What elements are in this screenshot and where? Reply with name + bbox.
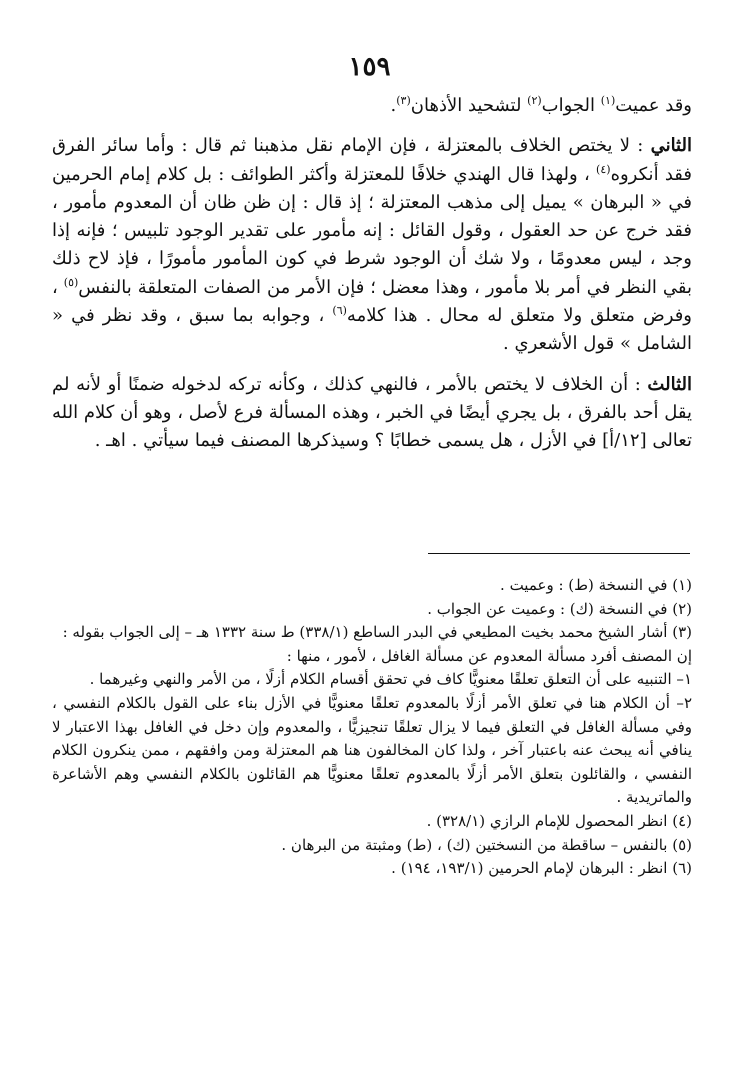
footnote: (٣) أشار الشيخ محمد بخيت المطيعي في البدر الساطع (٣٣٨/١) ط سنة ١٣٣٢ هـ – إلى الجواب بقوله : xyxy=(62,623,692,642)
footnote: (٦) انظر : البرهان لإمام الحرمين (١٩٣/١، ١٩٤) . xyxy=(391,859,692,878)
footnote: (١) في النسخة (ط) : وعميت . xyxy=(500,576,692,594)
footnote: (٢) في النسخة (ك) : وعميت عن الجواب . xyxy=(427,599,692,618)
footnote-ref: (٥) xyxy=(63,275,79,289)
footnote-continuation: ١– التنبيه على أن التعلق تعلقًا معنويًّا كاف في تحقق أقسام الكلام أزلًا ، من الأمر والنهي وغيرهما . xyxy=(89,670,692,689)
main-text xyxy=(52,92,692,456)
footnote: (٤) انظر المحصول للإمام الرازي (٣٢٨/١) . xyxy=(426,811,692,830)
paragraph-third xyxy=(52,371,692,456)
footnote-ref: (٢) xyxy=(527,94,542,107)
paragraph-body: : أن الخلاف لا يختص بالأمر ، فالنهي كذلك ، وكأنه تركه لدخوله ضمنًا أو لأنه لم يقل أحد بالفرق ، بل يجري أيضًا في الخبر ، وهذه المسألة فرع لأصل ، وهو أن كلام الله تعالى [١٢/أ] في الأزل ، هل يسمى خطابًا ؟ وسيذكرها المصنف فيما سيأتي . اهـ . xyxy=(52,373,692,452)
intro-line: وقد عميت$^{(١)}$ الجواب$^{(٢)}$ لتشحيد الأذهان$^{(٣)}$. xyxy=(390,94,692,116)
paragraph-label: الثالث xyxy=(647,373,692,395)
footnote-ref: (٤) xyxy=(596,162,611,176)
page-number: ١٥٩ xyxy=(348,52,391,82)
paragraph-second xyxy=(52,132,692,358)
footnote-continuation: ٢– أن الكلام هنا في تعلق الأمر أزلًا بالمعدوم تعلقًا معنويًّا في الأزل بناء على القول بالكلام النفسي ، وفي مسألة الغافل في التعلق فيما لا يزال تعلقًا تنجيزيًّا ، والمعدوم وإن دخل في الغافل بهذا الاعتبار لا ينافي أنه يبحث عنه باعتبار آخر ، ولذا كان المخالفون هنا هم المعتزلة ومن وافقهم ، ممن ينكرون الكلام النفسي ، والقائلون بتعلق الأمر أزلًا بالمعدوم تعلقًا معنويًّا هم القائلون بالكلام النفسي وهم الأشاعرة والماتريدية . xyxy=(52,693,692,807)
footnote-ref: (٣) xyxy=(396,94,411,107)
footnote: (٥) بالنفس – ساقطة من النسختين (ك) ، (ط) ومثبتة من البرهان . xyxy=(281,835,692,854)
footnote-ref: (٦) xyxy=(332,304,347,318)
paragraph-body: : لا يختص الخلاف بالمعتزلة ، فإن الإمام نقل مذهبنا ثم قال : وأما سائر الفرق فقد أنكروه$^{(٤)}$ ، ولهذا قال الهندي خلافًا للمعتزلة وأكثر الطوائف : بل كلام إمام الحرمين في « البرهان » يميل إلى مذهب المعتزلة ؛ إذ قال : إن ظن ظان أن المعدوم مأمور ، فقد خرج عن حد العقول ، وقول القائل : إنه مأمور على تقدير الوجود تلبيس ؛ فإنه إذا وجد ، ليس معدومًا ، ولا شك أن الوجود شرط في كون المأمور مأمورًا ، فإذ لاح ذلك بقي النظر في أمر بلا مأمور ، وهذا معضل ؛ فإن الأمر من الصفات المتعلقة بالنفس$^{(٥)}$ ، وفرض متعلق ولا متعلق له محال . هذا كلامه$^{(٦)}$ ، وجوابه بما سبق ، وقد نظر في « الشامل » قول الأشعري . xyxy=(52,135,692,355)
footnote-continuation: إن المصنف أفرد مسألة المعدوم عن مسألة الغافل ، لأمور ، منها : xyxy=(286,646,692,665)
footnote-ref: (١) xyxy=(600,94,616,107)
footnote-divider xyxy=(428,553,690,554)
paragraph-label: الثاني xyxy=(650,135,692,157)
footnotes xyxy=(52,574,692,881)
